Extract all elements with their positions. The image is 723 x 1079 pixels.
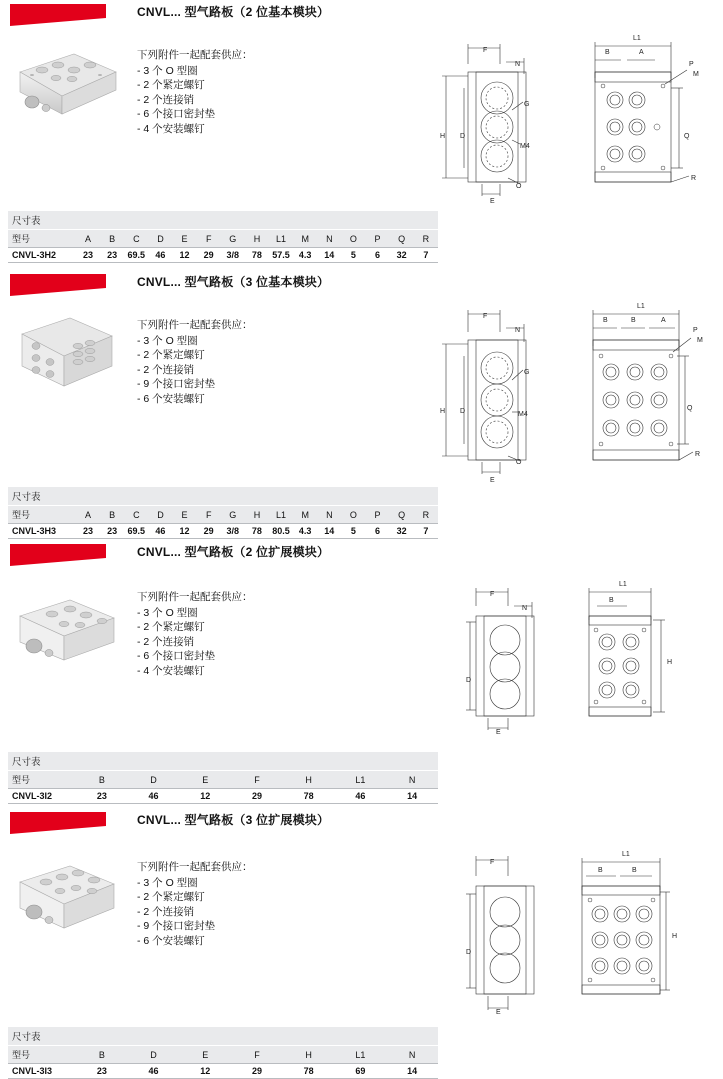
list-item: - 2 个连接销 [137,363,195,376]
svg-text:D: D [466,677,472,684]
col-header: L1 [269,506,293,524]
cell: 14 [386,1064,438,1079]
svg-text:L1: L1 [619,581,627,588]
col-header: L1 [335,771,387,789]
col-header: F [197,506,221,524]
technical-drawing-front-ext3 [440,842,560,1022]
col-header: 型号 [8,506,76,524]
svg-text:G: G [524,369,530,376]
col-header: D [148,230,172,248]
technical-drawing-top-ext3 [560,842,700,1022]
red-flag-marker [10,812,106,834]
svg-text:A: A [639,49,644,56]
accessory-list [137,48,253,136]
cell: 23 [76,248,100,263]
section-title: CNVL... 型气路板（3 位扩展模块） [137,813,330,827]
col-header: D [128,771,180,789]
list-item: - 6 个安装螺钉 [137,934,205,947]
list-item: - 2 个紧定螺钉 [137,621,205,633]
dimension-table-grid [8,771,438,804]
red-flag-marker [10,544,106,566]
svg-text:Q: Q [687,405,693,412]
list-item: - 4 个安装螺钉 [137,664,205,677]
svg-text:B: B [603,317,608,324]
svg-text:E: E [490,477,495,484]
svg-text:B: B [598,867,603,874]
table-row [8,524,438,539]
svg-text:D: D [460,133,466,140]
svg-text:E: E [490,198,495,205]
col-header: N [317,506,341,524]
cell: 23 [76,524,100,539]
accessory-list-title: 下列附件一起配套供应： [137,591,253,603]
table-caption: 尺寸表 [8,752,438,771]
col-header: H [245,506,269,524]
list-item: - 3 个 O 型圈 [137,876,198,889]
cell: 46 [335,789,387,804]
list-item: - 2 个连接销 [137,905,195,918]
list-item: - 9 个接口密封垫 [137,920,216,932]
section-cnvl-3i2 [0,540,723,805]
list-item: - 2 个紧定螺钉 [137,349,205,361]
product-photo [12,46,122,124]
cell: 29 [197,524,221,539]
cell: 29 [231,789,283,804]
cell: 14 [317,524,341,539]
cell: 12 [173,248,197,263]
cell-model: CNVL-3I3 [8,1064,76,1079]
cell: 69 [335,1064,387,1079]
cell: 57.5 [269,248,293,263]
svg-text:D: D [466,949,472,956]
cell: 23 [76,789,128,804]
technical-drawing-front-3pos [420,298,550,488]
col-header: G [221,506,245,524]
col-header: R [414,230,438,248]
cell: 78 [283,1064,335,1079]
svg-text:F: F [483,47,488,54]
svg-text:E: E [496,729,501,736]
table-caption: 尺寸表 [8,487,438,506]
svg-text:R: R [695,451,701,458]
list-item: - 2 个紧定螺钉 [137,891,205,903]
col-header: Q [390,230,414,248]
col-header: E [173,230,197,248]
cell: 7 [414,524,438,539]
section-header [0,808,723,842]
cell: 12 [179,789,231,804]
svg-text:A: A [661,317,666,324]
col-header: P [366,506,390,524]
list-item: - 2 个紧定螺钉 [137,79,205,91]
section-title: CNVL... 型气路板（2 位扩展模块） [137,545,330,559]
col-header: D [148,506,172,524]
section-header [0,540,723,574]
list-item: - 2 个连接销 [137,93,195,106]
svg-text:O: O [516,183,522,190]
col-header: G [221,230,245,248]
cell-model: CNVL-3H3 [8,524,76,539]
col-header: 型号 [8,1046,76,1064]
table-row [8,789,438,804]
dimension-table-grid [8,230,438,263]
list-item: - 2 个连接销 [137,635,195,648]
cell: 46 [148,524,172,539]
list-item: - 6 个接口密封垫 [137,108,216,120]
product-photo [12,592,122,670]
cell: 23 [100,248,124,263]
accessory-list-title: 下列附件一起配套供应： [137,861,253,873]
svg-text:G: G [524,101,530,108]
svg-text:P: P [693,327,698,334]
col-header: A [76,506,100,524]
col-header: B [76,771,128,789]
accessory-list [137,860,253,948]
cell: 32 [390,248,414,263]
technical-drawing-top-ext2 [565,572,695,742]
col-header: R [414,506,438,524]
col-header: E [173,506,197,524]
svg-text:R: R [691,175,697,182]
svg-text:B: B [631,317,636,324]
svg-text:M4: M4 [520,143,530,150]
list-item: - 6 个安装螺钉 [137,392,205,405]
dimension-table-grid [8,1046,438,1079]
col-header: A [76,230,100,248]
col-header: F [197,230,221,248]
col-header: E [179,1046,231,1064]
svg-text:M: M [697,337,703,344]
col-header: H [283,771,335,789]
cell: 5 [341,248,365,263]
section-title: CNVL... 型气路板（2 位基本模块） [137,5,330,19]
svg-text:B: B [605,49,610,56]
technical-drawing-top-3pos [575,298,713,488]
table-header-row [8,506,438,524]
col-header: P [366,230,390,248]
table-caption: 尺寸表 [8,211,438,230]
col-header: Q [390,506,414,524]
cell: 7 [414,248,438,263]
svg-text:M: M [693,71,699,78]
list-item: - 3 个 O 型圈 [137,334,198,347]
list-item: - 4 个安装螺钉 [137,122,205,135]
dimension-table [8,487,438,539]
table-row [8,1064,438,1079]
cell: 78 [283,789,335,804]
col-header: F [231,1046,283,1064]
cell: 14 [386,789,438,804]
col-header: N [386,771,438,789]
technical-drawing-front-ext2 [440,572,560,742]
svg-text:P: P [689,61,694,68]
col-header: H [283,1046,335,1064]
col-header: L1 [269,230,293,248]
svg-text:H: H [440,133,446,140]
cell: 6 [366,524,390,539]
dimension-table-grid [8,506,438,539]
product-photo [12,858,122,936]
svg-text:F: F [490,859,495,866]
col-header: M [293,506,317,524]
col-header: B [76,1046,128,1064]
cell: 80.5 [269,524,293,539]
cell: 29 [231,1064,283,1079]
col-header: B [100,506,124,524]
list-item: - 3 个 O 型圈 [137,64,198,77]
cell: 46 [128,1064,180,1079]
col-header: N [317,230,341,248]
svg-text:B: B [632,867,637,874]
accessory-list [137,318,253,406]
svg-text:Q: Q [684,133,690,140]
red-flag-marker [10,274,106,296]
svg-text:B: B [609,597,614,604]
table-header-row [8,771,438,789]
col-header: M [293,230,317,248]
cell: 32 [390,524,414,539]
dimension-table [8,211,438,263]
table-header-row [8,230,438,248]
cell: 4.3 [293,524,317,539]
accessory-list [137,590,253,678]
cell: 78 [245,524,269,539]
table-caption: 尺寸表 [8,1027,438,1046]
col-header: O [341,230,365,248]
cell: 69.5 [124,524,148,539]
col-header: N [386,1046,438,1064]
cell: 4.3 [293,248,317,263]
cell: 12 [173,524,197,539]
accessory-list-title: 下列附件一起配套供应： [137,319,253,331]
cell: 5 [341,524,365,539]
red-flag-marker [10,4,106,26]
cell: 46 [128,789,180,804]
dimension-table [8,1027,438,1079]
svg-text:F: F [483,313,488,320]
cell: 14 [317,248,341,263]
svg-text:N: N [515,61,521,68]
col-header: 型号 [8,230,76,248]
col-header: D [128,1046,180,1064]
section-cnvl-3h3 [0,270,723,538]
cell: 29 [197,248,221,263]
col-header: H [245,230,269,248]
table-row [8,248,438,263]
col-header: O [341,506,365,524]
cell: 23 [76,1064,128,1079]
cell: 46 [148,248,172,263]
svg-text:N: N [522,605,528,612]
col-header: F [231,771,283,789]
col-header: B [100,230,124,248]
cell-model: CNVL-3H2 [8,248,76,263]
cell: 23 [100,524,124,539]
svg-text:H: H [667,659,673,666]
dimension-table [8,752,438,804]
cell: 78 [245,248,269,263]
svg-text:D: D [460,408,466,415]
col-header: L1 [335,1046,387,1064]
col-header: C [124,506,148,524]
col-header: C [124,230,148,248]
svg-text:L1: L1 [633,35,641,42]
svg-text:L1: L1 [637,303,645,310]
svg-text:N: N [515,327,521,334]
cell: 6 [366,248,390,263]
accessory-list-title: 下列附件一起配套供应： [137,49,253,61]
svg-text:L1: L1 [622,851,630,858]
section-cnvl-3i3 [0,808,723,1076]
col-header: E [179,771,231,789]
section-title: CNVL... 型气路板（3 位基本模块） [137,275,330,289]
cell: 3/8 [221,248,245,263]
svg-text:F: F [490,591,495,598]
svg-text:E: E [496,1009,501,1016]
technical-drawing-top-2pos [575,28,710,208]
section-cnvl-3h2 [0,0,723,265]
col-header: 型号 [8,771,76,789]
cell: 3/8 [221,524,245,539]
cell: 69.5 [124,248,148,263]
svg-text:H: H [672,933,678,940]
svg-text:H: H [440,408,446,415]
list-item: - 3 个 O 型圈 [137,606,198,619]
list-item: - 9 个接口密封垫 [137,378,216,390]
svg-text:M4: M4 [518,411,528,418]
technical-drawing-front-2pos [420,28,550,208]
list-item: - 6 个接口密封垫 [137,650,216,662]
cell-model: CNVL-3I2 [8,789,76,804]
table-header-row [8,1046,438,1064]
svg-text:O: O [516,459,522,466]
product-photo [12,312,122,390]
cell: 12 [179,1064,231,1079]
